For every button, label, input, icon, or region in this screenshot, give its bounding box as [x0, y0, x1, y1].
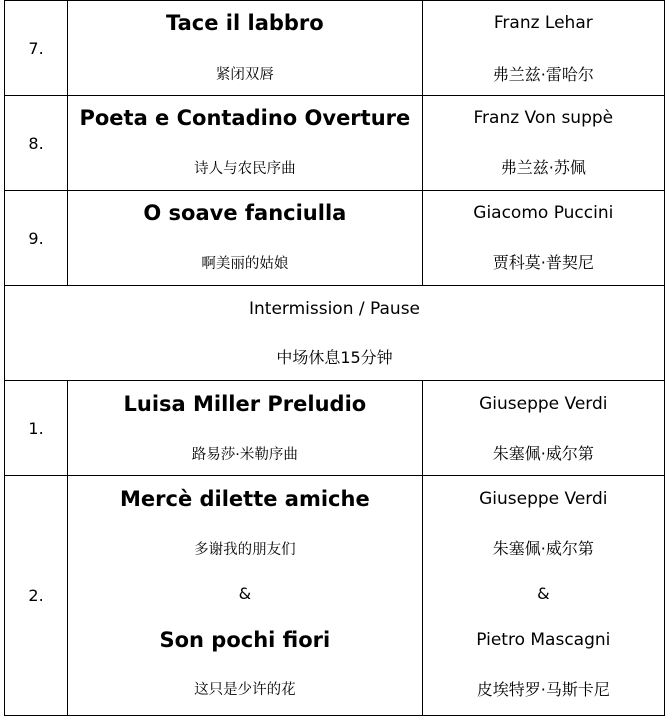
piece-title-2: Son pochi fiori: [159, 628, 331, 652]
piece-title: Tace il labbro: [166, 11, 324, 35]
piece-title-cn: 啊美丽的姑娘: [201, 256, 289, 272]
ampersand-text: &: [537, 584, 550, 603]
intermission-cell: [5, 286, 665, 381]
piece-title-cell: [68, 381, 423, 476]
piece-title-cn: 路易莎·米勒序曲: [191, 447, 298, 463]
composer-name: Giuseppe Verdi: [479, 489, 608, 509]
piece-title-cn: 诗人与农民序曲: [194, 161, 296, 177]
ampersand-text: &: [238, 584, 252, 603]
piece-title-cell: [68, 476, 423, 716]
piece-number: 1.: [5, 381, 68, 476]
table-row: [5, 1, 665, 96]
composer-cell: [422, 476, 664, 716]
program-table: [4, 0, 665, 716]
composer-cell: [422, 96, 664, 191]
table-row: [5, 96, 665, 191]
composer-name-cn: 贾科莫·普契尼: [492, 253, 594, 272]
table-row: [5, 476, 665, 716]
piece-title: Mercè dilette amiche: [120, 487, 370, 511]
piece-title-cn: 多谢我的朋友们: [194, 542, 296, 558]
composer-name: Giacomo Puccini: [473, 203, 614, 223]
piece-title-cell: [68, 1, 423, 96]
piece-title-cell: [68, 191, 423, 286]
table-row: [5, 381, 665, 476]
intermission-label: Intermission / Pause: [248, 299, 421, 319]
piece-title-cell: [68, 96, 423, 191]
composer-name-cn: 朱塞佩·威尔第: [492, 539, 594, 558]
piece-number: 8.: [5, 96, 68, 191]
composer-name-2-cn: 皮埃特罗·马斯卡尼: [476, 680, 610, 699]
composer-name-cn: 朱塞佩·威尔第: [492, 444, 594, 463]
piece-title: Poeta e Contadino Overture: [79, 106, 411, 130]
composer-cell: [422, 381, 664, 476]
intermission-row: [5, 286, 665, 381]
intermission-label-cn: 中场休息15分钟: [276, 348, 393, 367]
composer-name-2: Pietro Mascagni: [476, 630, 611, 650]
composer-name: Franz Lehar: [493, 13, 593, 33]
piece-title: O soave fanciulla: [143, 201, 347, 225]
piece-number: 2.: [5, 476, 68, 716]
table-row: [5, 191, 665, 286]
composer-cell: [422, 191, 664, 286]
composer-name: Franz Von suppè: [473, 108, 614, 128]
piece-number: 9.: [5, 191, 68, 286]
piece-title-cn: 紧闭双唇: [215, 67, 274, 83]
composer-name-cn: 弗兰兹·苏佩: [500, 158, 586, 177]
composer-name-cn: 弗兰兹·雷哈尔: [492, 65, 594, 84]
composer-cell: [422, 1, 664, 96]
composer-name: Giuseppe Verdi: [479, 394, 608, 414]
piece-number: 7.: [5, 1, 68, 96]
piece-title-2-cn: 这只是少许的花: [194, 682, 296, 698]
piece-title: Luisa Miller Preludio: [123, 392, 367, 416]
